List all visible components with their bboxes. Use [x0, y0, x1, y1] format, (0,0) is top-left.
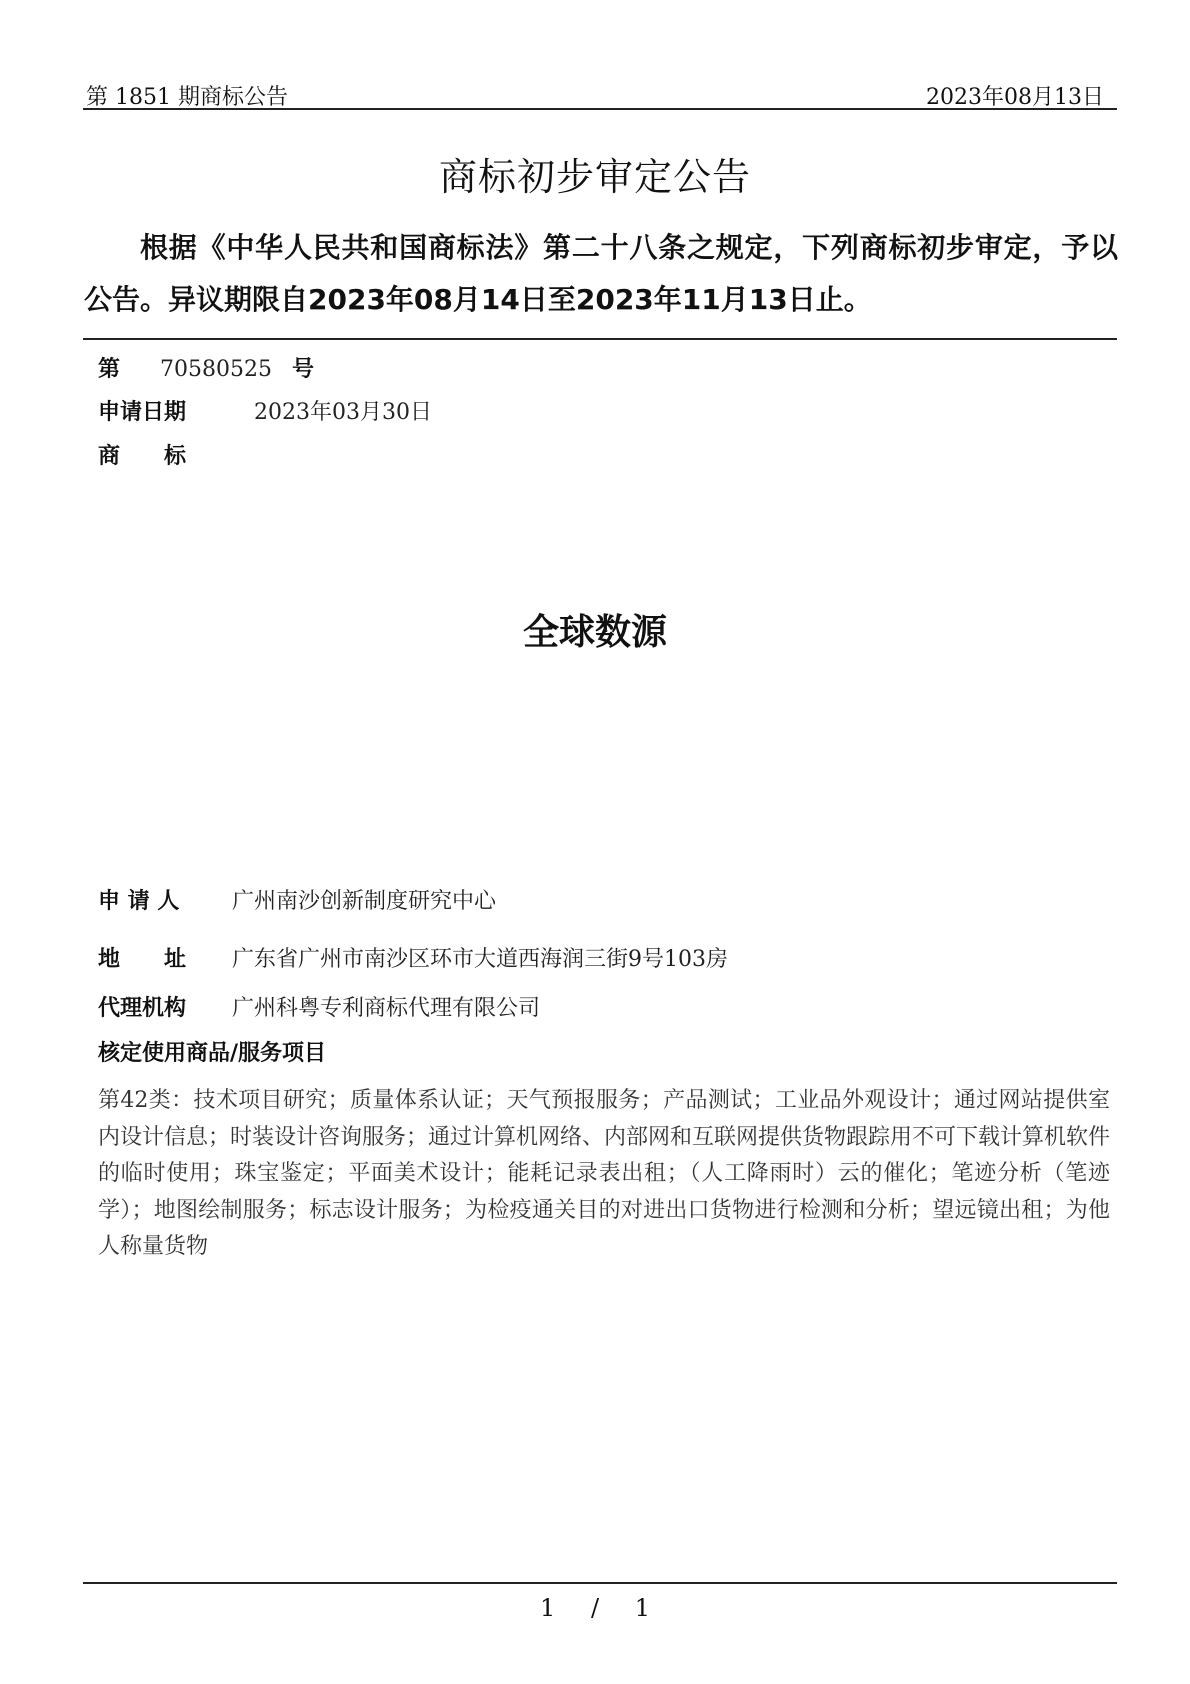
- total-pages: 1: [634, 1594, 650, 1622]
- services-heading: 核定使用商品/服务项目: [98, 1041, 327, 1066]
- applicant-name: 广州南沙创新制度研究中心: [232, 889, 497, 914]
- publication-date: 2023年08月13日: [926, 85, 1104, 110]
- address: 广东省广州市南沙区环市大道西海润三街9号103房: [232, 947, 728, 972]
- footer-rule: [83, 1582, 1117, 1584]
- page-separator: /: [590, 1594, 600, 1622]
- number-suffix: 号: [292, 357, 315, 382]
- application-date-label: 申请日期: [98, 400, 187, 425]
- number-prefix: 第: [98, 357, 121, 382]
- services-list: 第42类：技术项目研究；质量体系认证；天气预报服务；产品测试；工业品外观设计；通过网站提供室内设计信息；时装设计咨询服务；通过计算机网络、内部网和互联网提供货物跟踪用不可下载计算机软件的临时使用；珠宝鉴定；平面美术设计；能耗记录表出租；（人工降雨时）云的催化；笔迹分析（笔迹学）；地图绘制服务；标志设计服务；为检疫通关目的对进出口货物进行检测和分析；望远镜出租；为他人称量货物: [98, 1088, 1111, 1259]
- section-rule: [83, 338, 1117, 340]
- issue-number: 第 1851 期商标公告: [86, 85, 288, 110]
- address-row: [98, 942, 728, 973]
- agency-label: 代理机构: [98, 996, 187, 1021]
- intro-paragraph: 根据《中华人民共和国商标法》第二十八条之规定，下列商标初步审定，予以公告。异议期限自2023年08月14日至2023年11月13日止。: [84, 231, 1118, 316]
- current-page: 1: [540, 1594, 556, 1622]
- header-rule: [83, 108, 1117, 110]
- agency: 广州科粤专利商标代理有限公司: [232, 996, 541, 1021]
- mark-label-row: [98, 439, 186, 470]
- page-title: 商标初步审定公告: [438, 155, 751, 199]
- address-label: 地 址: [98, 947, 187, 972]
- mark-label: 商 标: [98, 444, 187, 469]
- trademark-text: 全球数源: [522, 612, 667, 653]
- applicant-row: [98, 884, 496, 915]
- application-date: 2023年03月30日: [254, 400, 432, 425]
- agency-row: [98, 991, 540, 1022]
- registration-number: 70580525: [160, 357, 272, 382]
- application-date-row: [98, 395, 432, 426]
- registration-number-row: [98, 352, 314, 383]
- applicant-label: 申 请 人: [98, 889, 180, 914]
- page-number: [0, 1594, 1190, 1622]
